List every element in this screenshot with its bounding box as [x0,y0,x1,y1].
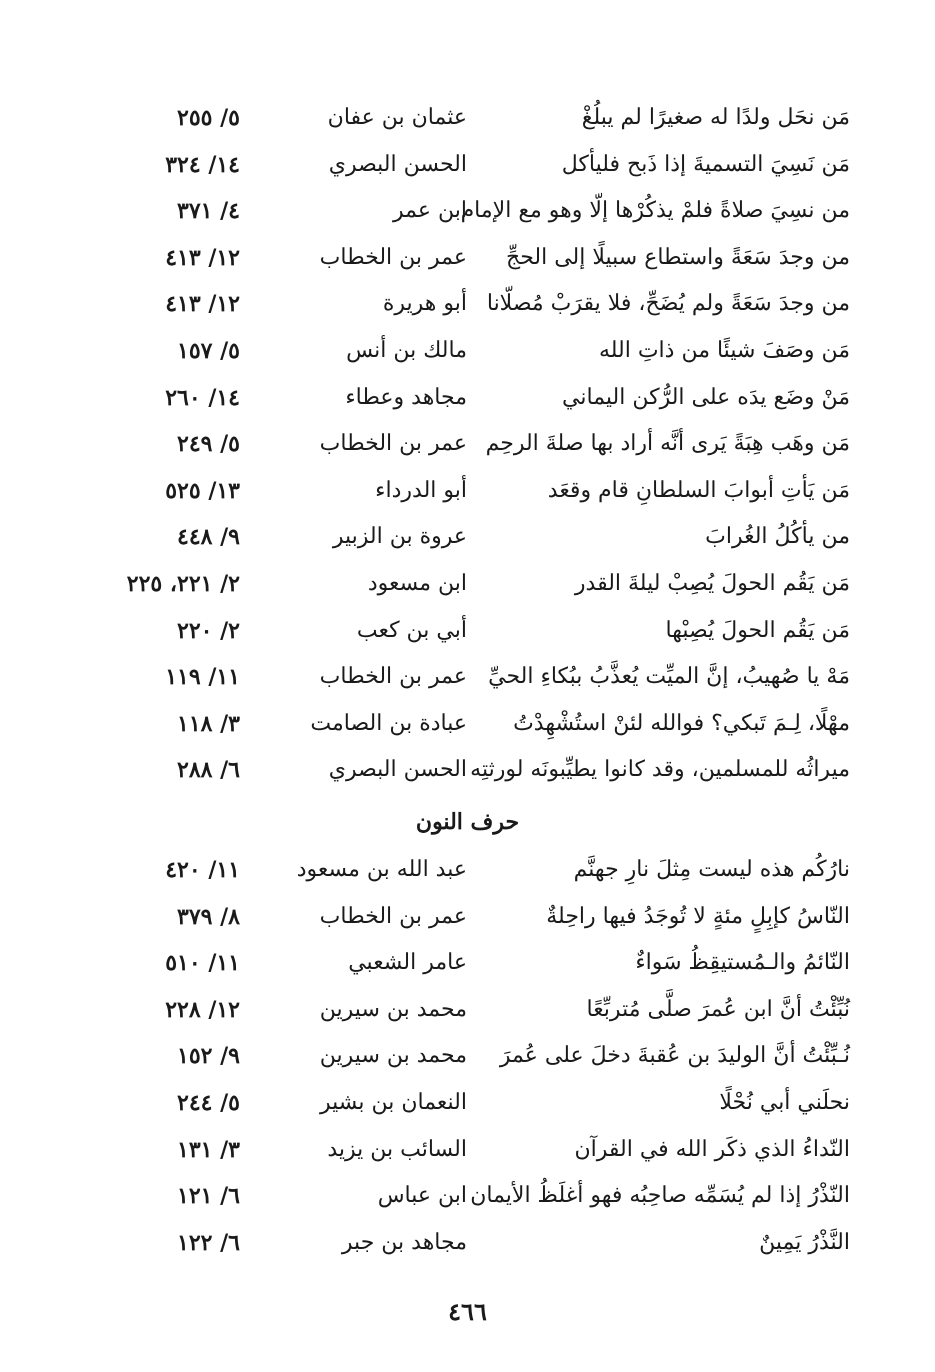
index-entry [0,1130,935,1170]
entry-reference: ١١/ ٤٢٠ [165,857,240,883]
entry-reference: ٦/ ١٢٢ [177,1229,240,1256]
entry-text: من نسِيَ صلاةً فلمْ يذكُرْها إلّا وهو مع الإمام [460,198,850,224]
entry-narrator: الحسن البصري [328,151,467,177]
entry-reference: ١١/ ١١٩ [165,664,240,691]
index-entry [0,850,935,890]
section-heading: حرف النون [415,809,520,835]
index-entry [0,1083,935,1123]
entry-narrator: محمد بن سيرين [319,1043,467,1069]
entry-text: من وجدَ سَعَةً ولم يُضَحِّ، فلا يقرَبْ مُصلّانا [486,291,850,317]
entry-reference: ٤/ ٣٧١ [177,198,240,225]
entry-text: مَن نَسِيَ التسميةَ إذا ذَبح فليأكل [561,151,850,177]
index-entry [0,98,935,138]
index-entry [0,284,935,324]
entry-narrator: عبادة بن الصامت [310,710,467,736]
entry-narrator: السائب بن يزيد [327,1136,467,1162]
index-entry [0,378,935,418]
entry-narrator: عثمان بن عفان [327,105,467,130]
entry-narrator: الحسن البصري [328,757,467,783]
index-entry [0,704,935,744]
entry-narrator: عروة بن الزبير [332,524,467,550]
entry-text: نُبِّئْتُ أنَّ ابن عُمرَ صلَّى مُتربِّعًا [586,996,850,1022]
entry-narrator: مالك بن أنس [346,338,467,363]
entry-reference: ٢/ ٢٢٠ [177,617,240,644]
entry-reference: ١٢/ ٤١٣ [165,244,240,271]
entry-text: مَن وصَفَ شيئًا من ذاتِ الله [598,338,850,363]
entry-narrator: أبو الدرداء [375,477,467,503]
index-entry [0,424,935,464]
entry-reference: ٩/ ١٥٢ [177,1043,240,1070]
entry-reference: ٥/ ١٥٧ [177,338,240,364]
entry-reference: ١٤/ ٢٦٠ [165,384,240,411]
entry-narrator: ابن عمر [393,198,467,224]
index-entry [0,331,935,371]
entry-text: النَّذْرُ يَمِينٌ [759,1229,850,1255]
index-entry [0,943,935,983]
entry-narrator: مجاهد بن جبر [341,1229,467,1255]
entry-narrator: عمر بن الخطاب [319,664,467,690]
index-entry [0,1036,935,1076]
entry-reference: ٣/ ١٣١ [177,1136,240,1163]
index-entry [0,990,935,1030]
entry-reference: ١٢/ ٢٢٨ [165,996,240,1023]
entry-reference: ٦/ ١٢١ [177,1183,240,1210]
index-entry [0,657,935,697]
entry-reference: ١٢/ ٤١٣ [165,291,240,318]
entry-reference: ٥/ ٢٥٥ [177,105,240,131]
index-entry [0,191,935,231]
entry-text: مَن وهَب هِبَةً يَرى أنَّه أراد بها صلةَ الرحِم [485,431,850,457]
index-entry [0,564,935,604]
index-entry [0,750,935,790]
entry-text: نحلَني أبي نُحْلًا [719,1090,850,1115]
entry-reference: ٨/ ٣٧٩ [177,903,240,930]
entry-narrator: عمر بن الخطاب [319,431,467,457]
entry-text: نارُكُم هذه ليست مِثلَ نارِ جهنَّم [573,857,850,882]
entry-reference: ٥/ ٢٤٤ [177,1090,240,1116]
entry-narrator: مجاهد وعطاء [345,384,467,410]
entry-text: من يأكُلُ الغُرابَ [705,524,850,550]
entry-text: نُـبِّئْتُ أنَّ الوليدَ بن عُقبةَ دخلَ على عُمرَ [499,1043,850,1069]
entry-narrator: عبد الله بن مسعود [296,857,467,882]
entry-reference: ٩/ ٤٤٨ [177,524,240,551]
entry-narrator: عامر الشعبي [348,950,467,976]
entry-text: مَنْ وضَع يدَه على الرُّكن اليماني [562,384,850,410]
entry-text: مَن يَأتِ أبوابَ السلطانِ قام وقعَد [547,477,850,503]
entry-narrator: عمر بن الخطاب [319,244,467,270]
entry-reference: ٦/ ٢٨٨ [177,757,240,784]
index-entry [0,611,935,651]
entry-text: من وجدَ سَعَةً واستطاع سبيلًا إلى الحجِّ [506,244,850,270]
entry-narrator: النعمان بن بشير [319,1090,467,1115]
entry-text: ميراثُه للمسلمين، وقد كانوا يطيِّبونَه لورثتِه [470,757,850,783]
entry-reference: ٣/ ١١٨ [177,710,240,737]
entry-text: مَن يَقُم الحولَ يُصِبْها [665,617,850,643]
page-number: ٤٦٦ [448,1297,487,1326]
entry-text: مَن يَقُم الحولَ يُصِبْ ليلةَ القدر [574,571,850,596]
entry-text: النّائمُ والـمُستيقِظُ سَواءٌ [635,950,850,976]
index-entry [0,1223,935,1263]
entry-narrator: ابن مسعود [367,571,467,596]
entry-text: النّذْرُ إذا لم يُسَمِّه صاحِبُه فهو أغلَظُ الأيمان [470,1183,850,1209]
index-entry [0,471,935,511]
index-entry [0,238,935,278]
entry-reference: ١١/ ٥١٠ [165,950,240,977]
entry-reference: ٢/ ٢٢١، ٢٢٥ [126,571,240,597]
entry-narrator: عمر بن الخطاب [319,903,467,929]
entry-reference: ١٣/ ٥٢٥ [165,477,240,504]
entry-text: مَهْ يا صُهيبُ، إنَّ الميِّت يُعذَّبُ ببُكاءِ الحيِّ [488,664,850,690]
index-entry [0,517,935,557]
entry-narrator: ابن عباس [377,1183,467,1209]
entry-text: مهْلًا، لِـمَ تَبكي؟ فوالله لئنْ استُشْهِدْتُ [513,710,850,736]
index-entry [0,1176,935,1216]
entry-narrator: أبو هريرة [382,291,467,317]
entry-text: مَن نحَل ولدًا له صغيرًا لم يبلُغْ [581,105,850,130]
entry-text: النّداءُ الذي ذكَر الله في القرآن [574,1136,850,1162]
entry-reference: ٥/ ٢٤٩ [177,431,240,458]
entry-reference: ١٤/ ٣٢٤ [165,151,240,178]
entry-text: النّاسُ كإبِلٍ مئةٍ لا تُوجَدُ فيها راحِلةٌ [546,903,850,929]
index-entry [0,897,935,937]
index-entry [0,145,935,185]
entry-narrator: محمد بن سيرين [319,996,467,1022]
entry-narrator: أبي بن كعب [356,617,467,643]
